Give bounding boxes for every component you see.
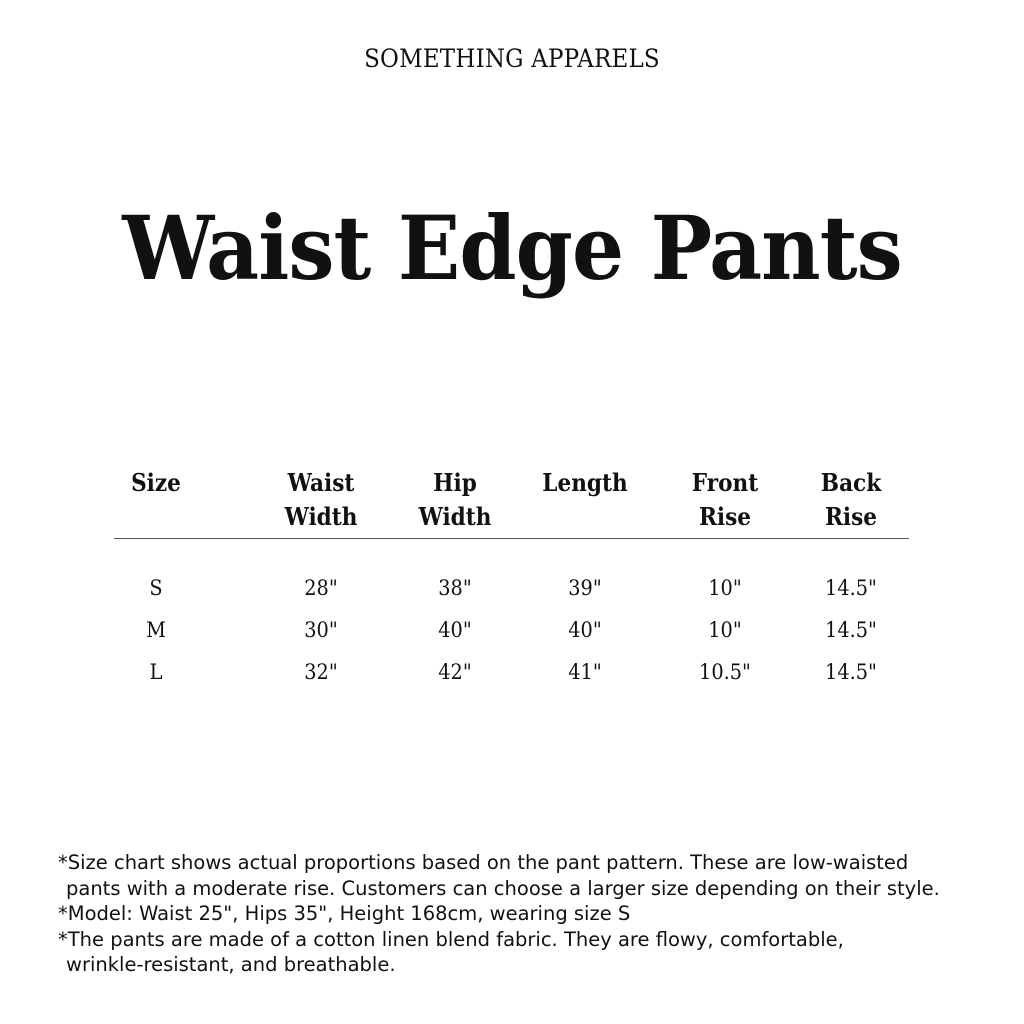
note-line: *The pants are made of a cotton linen blend fabric. They are flowy, comfortable, [58,927,844,951]
cell-size: M [146,618,166,642]
cell-hip-width: 40" [438,618,472,642]
header-length [531,466,639,500]
brand-name: SOMETHING APPARELS [364,44,660,73]
cell-waist-width: 32" [304,660,338,684]
header-size [102,466,210,500]
page-title: Waist Edge Pants [122,196,902,300]
cell-length: 41" [568,660,602,684]
note-line: wrinkle-resistant, and breathable. [66,953,396,976]
header-label: Front [691,468,759,497]
header-label: Rise [698,502,752,531]
table-body [114,539,909,693]
size-chart-table [114,466,909,693]
cell-front-rise: 10" [708,576,742,600]
cell-length: 39" [568,576,602,600]
header-label: Rise [824,502,878,531]
cell-length: 40" [568,618,602,642]
note-line: pants with a moderate rise. Customers can choose a larger size depending on their style. [66,876,940,900]
table-row [114,651,909,693]
cell-waist-width: 30" [304,618,338,642]
table-row [114,567,909,609]
header-label: Back [820,468,882,497]
cell-size: S [149,576,163,600]
cell-size: L [149,660,163,684]
header-label: Width [284,502,358,531]
cell-front-rise: 10" [708,618,742,642]
header-waist-width [267,466,375,534]
cell-waist-width: 28" [304,576,338,600]
header-label: Hip [433,468,477,497]
cell-back-rise: 14.5" [825,660,877,684]
header-front-rise [671,466,779,534]
header-label: Waist [287,468,355,497]
table-header [114,466,909,539]
header-back-rise [797,466,905,534]
cell-front-rise: 10.5" [699,660,751,684]
cell-back-rise: 14.5" [825,576,877,600]
header-label: Width [418,502,492,531]
table-row [114,609,909,651]
header-label: Length [542,468,628,497]
cell-hip-width: 42" [438,660,472,684]
size-notes [58,850,998,978]
cell-back-rise: 14.5" [825,618,877,642]
header-hip-width [401,466,509,534]
header-label: Size [131,468,181,497]
cell-hip-width: 38" [438,576,472,600]
note-line: *Size chart shows actual proportions based on the pant pattern. These are low-waisted [58,851,909,874]
note-line: *Model: Waist 25", Hips 35", Height 168cm, wearing size S [58,902,631,925]
